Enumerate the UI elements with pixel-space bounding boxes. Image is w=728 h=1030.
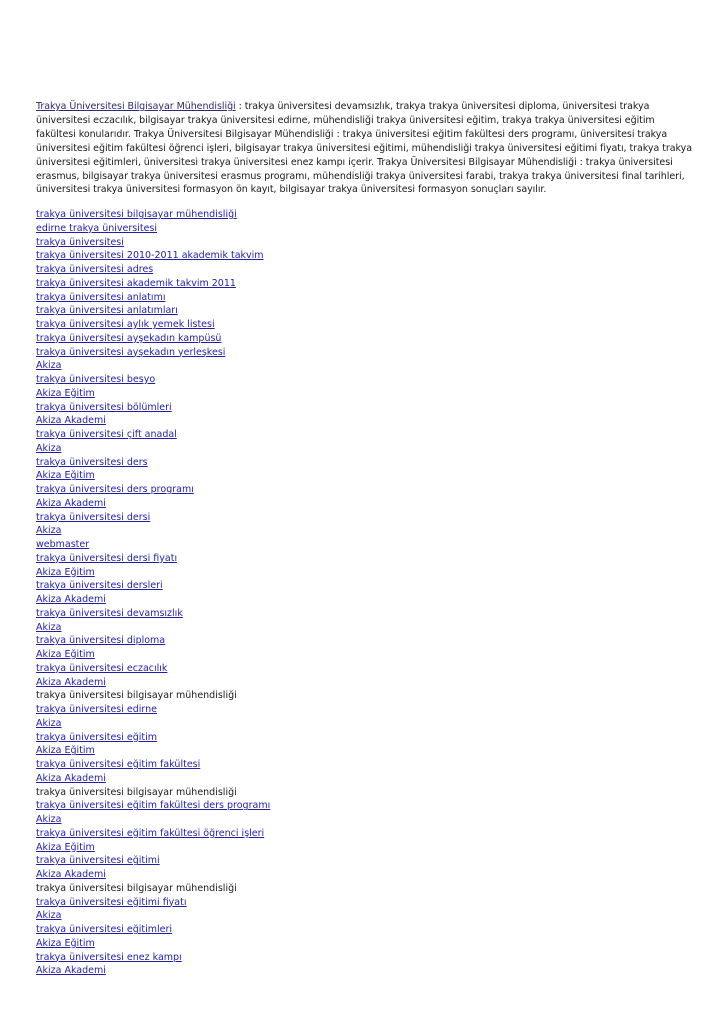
list-link[interactable]: trakya üniversitesi dersi: [36, 511, 151, 523]
list-link[interactable]: Akiza: [36, 442, 62, 454]
list-text: trakya üniversitesi bilgisayar mühendisliği: [36, 882, 237, 894]
list-item: [36, 854, 696, 868]
intro-paragraph: [36, 100, 696, 197]
list-link[interactable]: trakya üniversitesi devamsızlık: [36, 607, 183, 619]
list-item: [36, 346, 696, 360]
list-item: [36, 304, 696, 318]
list-item: [36, 208, 696, 222]
list-link[interactable]: Akiza: [36, 621, 62, 633]
list-link[interactable]: trakya üniversitesi çift anadal: [36, 429, 177, 440]
list-item: [36, 634, 696, 648]
list-item: [36, 841, 696, 855]
list-link[interactable]: Akiza Akademi: [36, 965, 106, 977]
list-item: [36, 428, 696, 442]
list-item: [36, 909, 696, 923]
list-item: [36, 731, 696, 745]
list-item: [36, 662, 696, 676]
list-link[interactable]: Akiza Eğitim: [36, 470, 95, 482]
list-link[interactable]: Akiza: [36, 525, 62, 537]
list-item: [36, 566, 696, 580]
list-item: [36, 359, 696, 373]
list-item: [36, 511, 696, 525]
list-item: [36, 964, 696, 978]
list-item: [36, 318, 696, 332]
list-item: [36, 524, 696, 538]
list-item: [36, 414, 696, 428]
list-item: [36, 703, 696, 717]
list-item: [36, 332, 696, 346]
list-link[interactable]: trakya üniversitesi eğitim fakültesi öğrenci işleri: [36, 827, 265, 839]
list-link[interactable]: trakya üniversitesi anlatımı: [36, 291, 166, 303]
list-item: [36, 882, 696, 896]
list-link[interactable]: Akiza Akademi: [36, 772, 106, 784]
intro-text: : trakya üniversitesi devamsızlık, trakya trakya üniversitesi diploma, üniversitesi trakya üniversitesi eczacılık, bilgisayar trakya üniversitesi edirne, mühendisliği trakya üniversitesi eğitim, trakya trakya üniversitesi eğitim fakültesi konularıdır. Trakya Üniversitesi Bilgisayar Mühendisliği : trakya üniversitesi eğitim fakültesi ders programı, üniversitesi trakya üniversitesi eğitim fakültesi öğrenci işleri, bilgisayar trakya üniversitesi eğitimi, mühendisliği trakya üniversitesi eğitimi fiyatı, trakya trakya üniversitesi eğitimleri, üniversitesi trakya üniversitesi enez kampı içerir. Trakya Üniversitesi Bilgisayar Mühendisliği : trakya üniversitesi erasmus, bilgisayar trakya üniversitesi erasmus programı, mühendisliği trakya üniversitesi farabi, trakya trakya üniversitesi final tarihleri, üniversitesi trakya üniversitesi formasyon ön kayıt, bilgisayar trakya üniversitesi formasyon sonuçları sayılır.: [36, 101, 692, 196]
list-link[interactable]: trakya üniversitesi bilgisayar mühendisliği: [36, 209, 237, 220]
list-link[interactable]: trakya üniversitesi ayşekadın kampüsü: [36, 332, 222, 344]
list-item: [36, 772, 696, 786]
list-link[interactable]: Akiza Eğitim: [36, 841, 95, 853]
list-link[interactable]: trakya üniversitesi bölümleri: [36, 401, 172, 413]
intro-title-link[interactable]: Trakya Üniversitesi Bilgisayar Mühendisliği: [36, 101, 236, 112]
list-item: [36, 552, 696, 566]
list-link[interactable]: Akiza Eğitim: [36, 387, 95, 399]
list-link[interactable]: Akiza: [36, 910, 62, 922]
list-item: [36, 648, 696, 662]
list-item: [36, 827, 696, 841]
list-link[interactable]: Akiza Eğitim: [36, 649, 95, 660]
list-item: [36, 593, 696, 607]
list-item: [36, 497, 696, 511]
list-link[interactable]: trakya üniversitesi ayşekadın yerleşkesi: [36, 346, 226, 358]
link-list: [36, 208, 696, 978]
list-link[interactable]: trakya üniversitesi: [36, 236, 124, 248]
list-link[interactable]: trakya üniversitesi ders programı: [36, 484, 194, 495]
list-link[interactable]: trakya üniversitesi eczacılık: [36, 662, 168, 674]
list-item: [36, 249, 696, 263]
list-item: [36, 937, 696, 951]
list-item: [36, 222, 696, 236]
list-link[interactable]: edirne trakya üniversitesi: [36, 222, 158, 234]
list-item: [36, 442, 696, 456]
list-link[interactable]: trakya üniversitesi 2010-2011 akademik takvim: [36, 250, 264, 262]
list-item: [36, 676, 696, 690]
list-link[interactable]: webmaster: [36, 539, 90, 550]
list-link[interactable]: Akiza: [36, 814, 62, 825]
list-link[interactable]: trakya üniversitesi akademik takvim 2011: [36, 277, 236, 289]
list-item: [36, 951, 696, 965]
list-item: [36, 607, 696, 621]
list-link[interactable]: Akiza Akademi: [36, 869, 106, 880]
list-item: [36, 277, 696, 291]
list-item: [36, 689, 696, 703]
list-link[interactable]: trakya üniversitesi ders: [36, 456, 148, 468]
list-item: [36, 799, 696, 813]
list-link[interactable]: trakya üniversitesi eğitimleri: [36, 924, 173, 935]
list-item: [36, 263, 696, 277]
list-link[interactable]: trakya üniversitesi eğitim fakültesi: [36, 759, 201, 770]
list-link[interactable]: trakya üniversitesi eğitimi fiyatı: [36, 896, 187, 908]
list-item: [36, 469, 696, 483]
list-link[interactable]: Akiza Eğitim: [36, 937, 95, 949]
list-item: [36, 744, 696, 758]
list-item: [36, 538, 696, 552]
list-link[interactable]: Akiza Akademi: [36, 415, 106, 427]
list-item: [36, 387, 696, 401]
list-item: [36, 896, 696, 910]
list-item: [36, 401, 696, 415]
list-link[interactable]: Akiza Akademi: [36, 497, 106, 509]
list-item: [36, 786, 696, 800]
list-link[interactable]: trakya üniversitesi eğitim fakültesi ders programı: [36, 800, 271, 812]
list-link[interactable]: trakya üniversitesi adres: [36, 264, 154, 275]
list-link[interactable]: Akiza Akademi: [36, 594, 106, 605]
list-item: [36, 621, 696, 635]
list-link[interactable]: trakya üniversitesi dersleri: [36, 580, 163, 592]
list-item: [36, 579, 696, 593]
list-link[interactable]: Akiza Eğitim: [36, 566, 95, 578]
list-item: [36, 813, 696, 827]
list-link[interactable]: trakya üniversitesi edirne: [36, 704, 158, 715]
list-link[interactable]: trakya üniversitesi besyo: [36, 374, 156, 385]
list-item: [36, 291, 696, 305]
list-link[interactable]: Akiza: [36, 360, 62, 372]
list-link[interactable]: Akiza Akademi: [36, 676, 106, 688]
list-item: [36, 868, 696, 882]
list-item: [36, 758, 696, 772]
list-link[interactable]: trakya üniversitesi aylık yemek listesi: [36, 319, 215, 330]
list-item: [36, 717, 696, 731]
list-item: [36, 456, 696, 470]
list-text: trakya üniversitesi bilgisayar mühendisliği: [36, 690, 237, 702]
list-link[interactable]: trakya üniversitesi eğitim: [36, 731, 158, 743]
list-item: [36, 373, 696, 387]
list-link[interactable]: trakya üniversitesi diploma: [36, 635, 166, 647]
list-link[interactable]: trakya üniversitesi enez kampı: [36, 951, 182, 963]
list-link[interactable]: trakya üniversitesi anlatımları: [36, 305, 178, 317]
list-item: [36, 483, 696, 497]
list-item: [36, 236, 696, 250]
list-link[interactable]: trakya üniversitesi dersi fiyatı: [36, 552, 178, 564]
list-item: [36, 923, 696, 937]
list-text: trakya üniversitesi bilgisayar mühendisliği: [36, 786, 237, 798]
list-link[interactable]: Akiza Eğitim: [36, 745, 95, 757]
list-link[interactable]: Akiza: [36, 717, 62, 729]
list-link[interactable]: trakya üniversitesi eğitimi: [36, 855, 160, 867]
